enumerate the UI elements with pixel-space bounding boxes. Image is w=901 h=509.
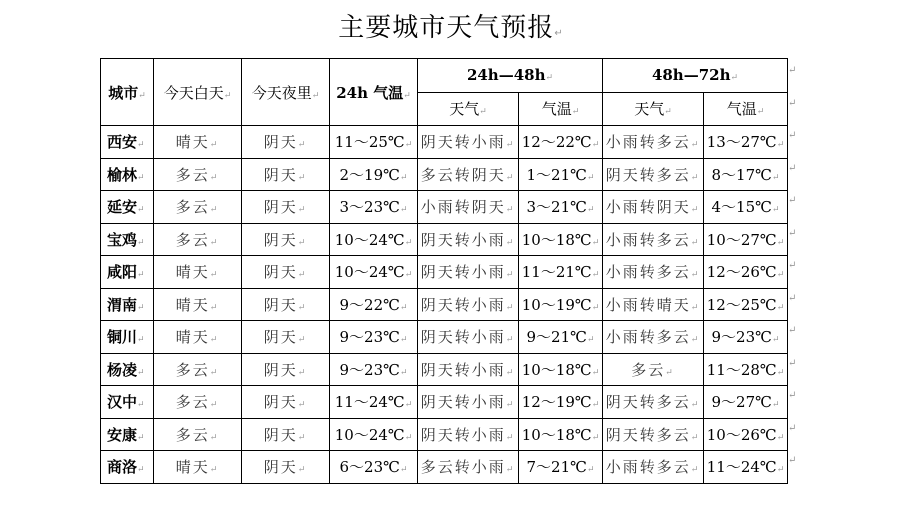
paragraph-mark-icon: ↵ bbox=[399, 302, 408, 313]
paragraph-mark-icon: ↵ bbox=[505, 270, 516, 281]
cell-city: 咸阳↵ bbox=[101, 256, 154, 289]
paragraph-mark-icon: ↵ bbox=[586, 465, 595, 476]
paragraph-mark-icon: ↵ bbox=[776, 302, 785, 313]
paragraph-mark-icon: ↵ bbox=[554, 28, 563, 39]
paragraph-mark-icon: ↵ bbox=[209, 432, 220, 443]
cell-temp24: 6～23℃↵ bbox=[330, 451, 418, 484]
document-title-text: 主要城市天气预报 bbox=[338, 13, 555, 43]
paragraph-mark-icon: ↵ bbox=[665, 367, 675, 378]
paragraph-mark-icon: ↵ bbox=[209, 465, 220, 476]
paragraph-mark-icon: ↵ bbox=[505, 400, 516, 411]
cell-day: 多云↵ bbox=[154, 223, 242, 256]
cell-temp72: 11～28℃↵ bbox=[704, 353, 788, 386]
paragraph-mark-icon: ↵ bbox=[209, 367, 220, 378]
paragraph-mark-icon: ↵ bbox=[505, 367, 516, 378]
paragraph-mark-icon: ↵ bbox=[771, 205, 780, 216]
cell-wx72: 小雨转多云↵ bbox=[603, 321, 704, 354]
paragraph-mark-icon: ↵ bbox=[591, 432, 600, 443]
cell-wx48: 阴天转小雨↵ bbox=[418, 223, 519, 256]
paragraph-mark-icon: ↵ bbox=[664, 107, 672, 118]
cell-night: 阴天↵ bbox=[242, 418, 330, 451]
paragraph-mark-icon: ↵ bbox=[297, 400, 308, 411]
cell-day: 晴天↵ bbox=[154, 288, 242, 321]
cell-temp48: 9～21℃↵ bbox=[519, 321, 603, 354]
header-temp-24h: 24h 气温↵ bbox=[330, 59, 418, 126]
paragraph-mark-icon: ↵ bbox=[730, 73, 739, 84]
cell-wx48: 阴天转小雨↵ bbox=[418, 126, 519, 159]
cell-day: 多云↵ bbox=[154, 386, 242, 419]
cell-wx48: 阴天转小雨↵ bbox=[418, 386, 519, 419]
paragraph-mark-icon: ↵ bbox=[311, 90, 320, 101]
paragraph-mark-icon: ↵ bbox=[771, 172, 780, 183]
paragraph-mark-icon: ↵ bbox=[297, 140, 308, 151]
paragraph-mark-icon: ↵ bbox=[297, 302, 308, 313]
table-row bbox=[101, 223, 788, 256]
cell-night: 阴天↵ bbox=[242, 158, 330, 191]
cell-day: 晴天↵ bbox=[154, 256, 242, 289]
cell-city: 商洛↵ bbox=[101, 451, 154, 484]
row-end-mark-icon: ↵ bbox=[788, 357, 797, 369]
cell-night: 阴天↵ bbox=[242, 353, 330, 386]
paragraph-mark-icon: ↵ bbox=[209, 237, 220, 248]
paragraph-mark-icon: ↵ bbox=[591, 302, 600, 313]
cell-temp48: 11～21℃↵ bbox=[519, 256, 603, 289]
cell-wx72: 小雨转多云↵ bbox=[603, 256, 704, 289]
cell-wx72: 小雨转多云↵ bbox=[603, 126, 704, 159]
header-today-day: 今天白天↵ bbox=[154, 59, 242, 126]
cell-temp48: 10～19℃↵ bbox=[519, 288, 603, 321]
cell-wx48: 多云转小雨↵ bbox=[418, 451, 519, 484]
cell-temp24: 9～22℃↵ bbox=[330, 288, 418, 321]
paragraph-mark-icon: ↵ bbox=[297, 237, 308, 248]
cell-wx72: 小雨转多云↵ bbox=[603, 223, 704, 256]
paragraph-mark-icon: ↵ bbox=[776, 270, 785, 281]
paragraph-mark-icon: ↵ bbox=[297, 335, 308, 346]
row-end-mark-icon: ↵ bbox=[788, 325, 797, 336]
cell-day: 多云↵ bbox=[154, 158, 242, 191]
paragraph-mark-icon: ↵ bbox=[297, 205, 308, 216]
table-row bbox=[101, 418, 788, 451]
paragraph-mark-icon: ↵ bbox=[545, 73, 554, 84]
paragraph-mark-icon: ↵ bbox=[137, 270, 145, 281]
cell-city: 铜川↵ bbox=[101, 321, 154, 354]
cell-wx72: 多云↵ bbox=[603, 353, 704, 386]
paragraph-mark-icon: ↵ bbox=[479, 107, 487, 118]
table-row bbox=[101, 256, 788, 289]
paragraph-mark-icon: ↵ bbox=[399, 465, 408, 476]
cell-wx72: 小雨转多云↵ bbox=[603, 451, 704, 484]
row-end-mark-icon: ↵ bbox=[788, 260, 797, 271]
paragraph-mark-icon: ↵ bbox=[403, 90, 411, 101]
document-title bbox=[0, 10, 901, 52]
header-weather-72: 天气↵ bbox=[603, 92, 704, 126]
cell-wx48: 阴天转小雨↵ bbox=[418, 418, 519, 451]
row-end-mark-icon: ↵ bbox=[788, 98, 797, 109]
cell-temp72: 9～27℃↵ bbox=[704, 386, 788, 419]
cell-temp24: 11～24℃↵ bbox=[330, 386, 418, 419]
paragraph-mark-icon: ↵ bbox=[137, 465, 145, 476]
paragraph-mark-icon: ↵ bbox=[297, 465, 308, 476]
paragraph-mark-icon: ↵ bbox=[505, 465, 516, 476]
paragraph-mark-icon: ↵ bbox=[137, 302, 145, 313]
row-end-mark-icon: ↵ bbox=[788, 65, 797, 76]
cell-night: 阴天↵ bbox=[242, 451, 330, 484]
table-row bbox=[101, 191, 788, 224]
cell-city: 安康↵ bbox=[101, 418, 154, 451]
paragraph-mark-icon: ↵ bbox=[138, 90, 146, 101]
table-row bbox=[101, 126, 788, 159]
paragraph-mark-icon: ↵ bbox=[137, 140, 145, 151]
paragraph-mark-icon: ↵ bbox=[505, 172, 516, 183]
header-temp-72: 气温↵ bbox=[704, 92, 788, 126]
cell-temp48: 10～18℃↵ bbox=[519, 223, 603, 256]
paragraph-mark-icon: ↵ bbox=[137, 205, 145, 216]
row-end-mark-icon: ↵ bbox=[788, 390, 797, 401]
cell-temp48: 10～18℃↵ bbox=[519, 418, 603, 451]
cell-wx72: 阴天转多云↵ bbox=[603, 158, 704, 191]
paragraph-mark-icon: ↵ bbox=[771, 335, 780, 346]
paragraph-mark-icon: ↵ bbox=[690, 432, 701, 443]
cell-temp24: 10～24℃↵ bbox=[330, 418, 418, 451]
paragraph-mark-icon: ↵ bbox=[137, 367, 145, 378]
paragraph-mark-icon: ↵ bbox=[586, 335, 595, 346]
cell-temp72: 8～17℃↵ bbox=[704, 158, 788, 191]
paragraph-mark-icon: ↵ bbox=[137, 400, 145, 411]
paragraph-mark-icon: ↵ bbox=[776, 432, 785, 443]
cell-temp24: 11～25℃↵ bbox=[330, 126, 418, 159]
cell-temp24: 3～23℃↵ bbox=[330, 191, 418, 224]
cell-wx72: 小雨转阴天↵ bbox=[603, 191, 704, 224]
paragraph-mark-icon: ↵ bbox=[776, 465, 785, 476]
paragraph-mark-icon: ↵ bbox=[690, 335, 701, 346]
cell-temp24: 10～24℃↵ bbox=[330, 223, 418, 256]
paragraph-mark-icon: ↵ bbox=[297, 367, 308, 378]
paragraph-mark-icon: ↵ bbox=[137, 335, 145, 346]
row-end-mark-icon: ↵ bbox=[788, 162, 797, 174]
cell-temp24: 9～23℃↵ bbox=[330, 321, 418, 354]
cell-temp48: 1～21℃↵ bbox=[519, 158, 603, 191]
row-end-mark-icon: ↵ bbox=[788, 422, 797, 434]
paragraph-mark-icon: ↵ bbox=[505, 335, 516, 346]
cell-temp72: 10～26℃↵ bbox=[704, 418, 788, 451]
paragraph-mark-icon: ↵ bbox=[591, 400, 600, 411]
cell-city: 杨凌↵ bbox=[101, 353, 154, 386]
cell-night: 阴天↵ bbox=[242, 321, 330, 354]
paragraph-mark-icon: ↵ bbox=[776, 367, 785, 378]
paragraph-mark-icon: ↵ bbox=[591, 270, 600, 281]
cell-temp72: 10～27℃↵ bbox=[704, 223, 788, 256]
paragraph-mark-icon: ↵ bbox=[690, 237, 701, 248]
cell-temp48: 12～19℃↵ bbox=[519, 386, 603, 419]
cell-night: 阴天↵ bbox=[242, 223, 330, 256]
paragraph-mark-icon: ↵ bbox=[137, 432, 145, 443]
paragraph-mark-icon: ↵ bbox=[505, 205, 516, 216]
header-temp-48: 气温↵ bbox=[519, 92, 603, 126]
paragraph-mark-icon: ↵ bbox=[690, 140, 701, 151]
cell-wx48: 阴天转小雨↵ bbox=[418, 321, 519, 354]
paragraph-mark-icon: ↵ bbox=[771, 400, 780, 411]
header-period-48-72: 48h—72h↵ bbox=[603, 59, 788, 93]
paragraph-mark-icon: ↵ bbox=[404, 400, 413, 411]
paragraph-mark-icon: ↵ bbox=[209, 205, 220, 216]
paragraph-mark-icon: ↵ bbox=[690, 205, 701, 216]
paragraph-mark-icon: ↵ bbox=[505, 237, 516, 248]
paragraph-mark-icon: ↵ bbox=[690, 465, 701, 476]
cell-day: 晴天↵ bbox=[154, 126, 242, 159]
cell-night: 阴天↵ bbox=[242, 386, 330, 419]
cell-temp48: 12～22℃↵ bbox=[519, 126, 603, 159]
table-row bbox=[101, 158, 788, 191]
cell-night: 阴天↵ bbox=[242, 288, 330, 321]
row-end-mark-icon: ↵ bbox=[788, 130, 797, 141]
paragraph-mark-icon: ↵ bbox=[690, 400, 701, 411]
cell-wx48: 阴天转小雨↵ bbox=[418, 353, 519, 386]
cell-temp72: 13～27℃↵ bbox=[704, 126, 788, 159]
table-row bbox=[101, 353, 788, 386]
cell-wx48: 阴天转小雨↵ bbox=[418, 256, 519, 289]
paragraph-mark-icon: ↵ bbox=[404, 237, 413, 248]
cell-temp48: 3～21℃↵ bbox=[519, 191, 603, 224]
cell-day: 晴天↵ bbox=[154, 451, 242, 484]
paragraph-mark-icon: ↵ bbox=[399, 335, 408, 346]
paragraph-mark-icon: ↵ bbox=[690, 302, 701, 313]
cell-day: 晴天↵ bbox=[154, 321, 242, 354]
paragraph-mark-icon: ↵ bbox=[591, 237, 600, 248]
paragraph-mark-icon: ↵ bbox=[297, 432, 308, 443]
cell-temp72: 4～15℃↵ bbox=[704, 191, 788, 224]
cell-city: 宝鸡↵ bbox=[101, 223, 154, 256]
paragraph-mark-icon: ↵ bbox=[209, 172, 220, 183]
paragraph-mark-icon: ↵ bbox=[690, 172, 701, 183]
cell-wx48: 小雨转阴天↵ bbox=[418, 191, 519, 224]
paragraph-mark-icon: ↵ bbox=[591, 367, 600, 378]
cell-temp72: 12～25℃↵ bbox=[704, 288, 788, 321]
table-row bbox=[101, 451, 788, 484]
header-today-night: 今天夜里↵ bbox=[242, 59, 330, 126]
row-end-mark-icon: ↵ bbox=[788, 195, 797, 206]
row-end-marks bbox=[788, 58, 800, 482]
paragraph-mark-icon: ↵ bbox=[209, 140, 220, 151]
row-end-mark-icon: ↵ bbox=[788, 227, 797, 239]
cell-temp72: 12～26℃↵ bbox=[704, 256, 788, 289]
cell-temp24: 10～24℃↵ bbox=[330, 256, 418, 289]
cell-wx72: 小雨转晴天↵ bbox=[603, 288, 704, 321]
paragraph-mark-icon: ↵ bbox=[571, 107, 580, 118]
cell-night: 阴天↵ bbox=[242, 191, 330, 224]
paragraph-mark-icon: ↵ bbox=[209, 335, 220, 346]
cell-city: 汉中↵ bbox=[101, 386, 154, 419]
forecast-table bbox=[100, 58, 788, 484]
paragraph-mark-icon: ↵ bbox=[776, 140, 785, 151]
cell-city: 榆林↵ bbox=[101, 158, 154, 191]
cell-wx48: 多云转阴天↵ bbox=[418, 158, 519, 191]
cell-wx48: 阴天转小雨↵ bbox=[418, 288, 519, 321]
paragraph-mark-icon: ↵ bbox=[690, 270, 701, 281]
cell-temp24: 2～19℃↵ bbox=[330, 158, 418, 191]
paragraph-mark-icon: ↵ bbox=[404, 140, 413, 151]
cell-temp72: 11～24℃↵ bbox=[704, 451, 788, 484]
cell-night: 阴天↵ bbox=[242, 126, 330, 159]
paragraph-mark-icon: ↵ bbox=[505, 432, 516, 443]
paragraph-mark-icon: ↵ bbox=[137, 172, 145, 183]
paragraph-mark-icon: ↵ bbox=[404, 270, 413, 281]
cell-wx72: 阴天转多云↵ bbox=[603, 418, 704, 451]
cell-night: 阴天↵ bbox=[242, 256, 330, 289]
paragraph-mark-icon: ↵ bbox=[223, 90, 232, 101]
cell-wx72: 阴天转多云↵ bbox=[603, 386, 704, 419]
header-city: 城市↵ bbox=[101, 59, 154, 126]
cell-temp24: 9～23℃↵ bbox=[330, 353, 418, 386]
paragraph-mark-icon: ↵ bbox=[404, 432, 413, 443]
table-row bbox=[101, 386, 788, 419]
header-period-24-48: 24h—48h↵ bbox=[418, 59, 603, 93]
cell-city: 渭南↵ bbox=[101, 288, 154, 321]
paragraph-mark-icon: ↵ bbox=[399, 205, 408, 216]
paragraph-mark-icon: ↵ bbox=[505, 140, 516, 151]
paragraph-mark-icon: ↵ bbox=[586, 172, 595, 183]
cell-city: 西安↵ bbox=[101, 126, 154, 159]
table-row bbox=[101, 321, 788, 354]
cell-day: 多云↵ bbox=[154, 418, 242, 451]
paragraph-mark-icon: ↵ bbox=[209, 270, 220, 281]
paragraph-mark-icon: ↵ bbox=[297, 172, 308, 183]
header-weather-48: 天气↵ bbox=[418, 92, 519, 126]
table-row bbox=[101, 288, 788, 321]
cell-temp48: 7～21℃↵ bbox=[519, 451, 603, 484]
cell-city: 延安↵ bbox=[101, 191, 154, 224]
cell-day: 多云↵ bbox=[154, 353, 242, 386]
paragraph-mark-icon: ↵ bbox=[756, 107, 765, 118]
paragraph-mark-icon: ↵ bbox=[399, 367, 408, 378]
paragraph-mark-icon: ↵ bbox=[209, 302, 220, 313]
row-end-mark-icon: ↵ bbox=[788, 455, 797, 466]
paragraph-mark-icon: ↵ bbox=[591, 140, 600, 151]
paragraph-mark-icon: ↵ bbox=[137, 237, 145, 248]
cell-temp48: 10～18℃↵ bbox=[519, 353, 603, 386]
paragraph-mark-icon: ↵ bbox=[776, 237, 785, 248]
paragraph-mark-icon: ↵ bbox=[586, 205, 595, 216]
paragraph-mark-icon: ↵ bbox=[399, 172, 408, 183]
paragraph-mark-icon: ↵ bbox=[209, 400, 220, 411]
paragraph-mark-icon: ↵ bbox=[505, 302, 516, 313]
cell-day: 多云↵ bbox=[154, 191, 242, 224]
paragraph-mark-icon: ↵ bbox=[297, 270, 308, 281]
cell-temp72: 9～23℃↵ bbox=[704, 321, 788, 354]
row-end-mark-icon: ↵ bbox=[788, 292, 797, 304]
